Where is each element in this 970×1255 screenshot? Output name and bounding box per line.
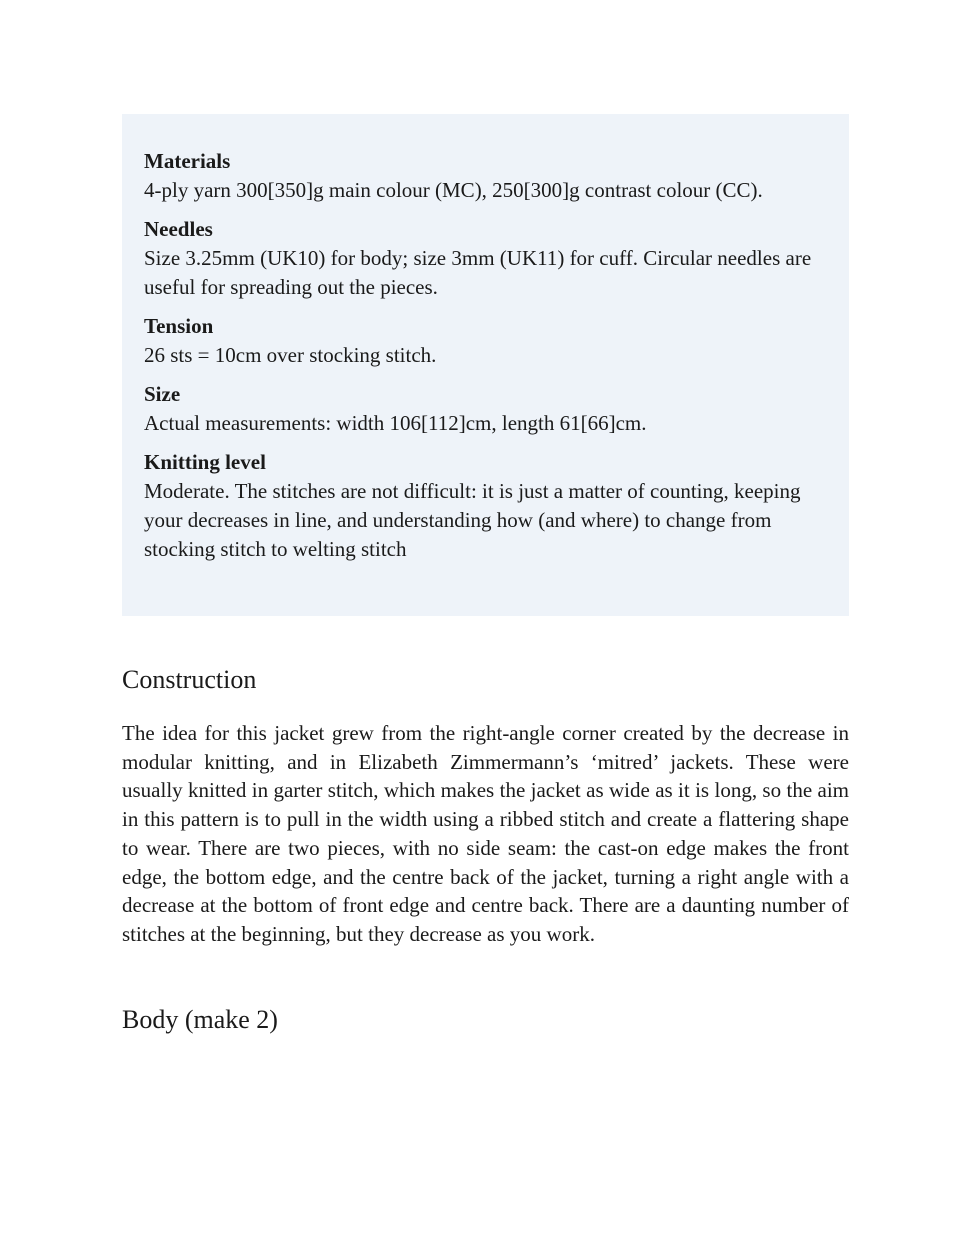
tension-heading: Tension: [144, 314, 214, 338]
pattern-info-box: [122, 114, 849, 616]
construction-title: Construction: [122, 665, 257, 694]
materials-text: 4-ply yarn 300[350]g main colour (MC), 250[300]g contrast colour (CC).: [144, 178, 763, 202]
materials-heading: Materials: [144, 149, 231, 173]
size-heading: Size: [144, 382, 181, 406]
knitting-level-heading: Knitting level: [144, 450, 266, 474]
tension-section: [144, 312, 827, 370]
needles-section: [144, 215, 827, 302]
construction-body: The idea for this jacket grew from the right-angle corner created by the decrease in modular knitting, and in Elizabeth Zimmermann’s ‘mitred’ jackets. These were usually knitted in garter stitch, which makes the jacket as wide as it is long, so the aim in this pattern is to pull in the width using a ribbed stitch and create a flattering shape to wear. There are two pieces, with no side seam: the cast-on edge makes the front edge, the bottom edge, and the centre back of the jacket, turning a right angle with a decrease at the bottom of front edge and centre back. There are a daunting number of stitches at the beginning, but they decrease as you work.: [122, 721, 849, 946]
body-section-title: Body (make 2): [122, 1004, 278, 1034]
tension-text: 26 sts = 10cm over stocking stitch.: [144, 343, 437, 367]
needles-heading: Needles: [144, 217, 213, 241]
knitting-level-text: Moderate. The stitches are not difficult: it is just a matter of counting, keeping your decreases in line, and understanding how (and where) to change from stocking stitch to welting stitch: [144, 479, 801, 561]
materials-section: [144, 147, 827, 205]
needles-text: Size 3.25mm (UK10) for body; size 3mm (UK11) for cuff. Circular needles are useful for spreading out the pieces.: [144, 246, 812, 299]
knitting-level-section: [144, 448, 827, 564]
size-section: [144, 380, 827, 438]
page-content: [122, 114, 849, 1037]
size-text: Actual measurements: width 106[112]cm, length 61[66]cm.: [144, 411, 647, 435]
